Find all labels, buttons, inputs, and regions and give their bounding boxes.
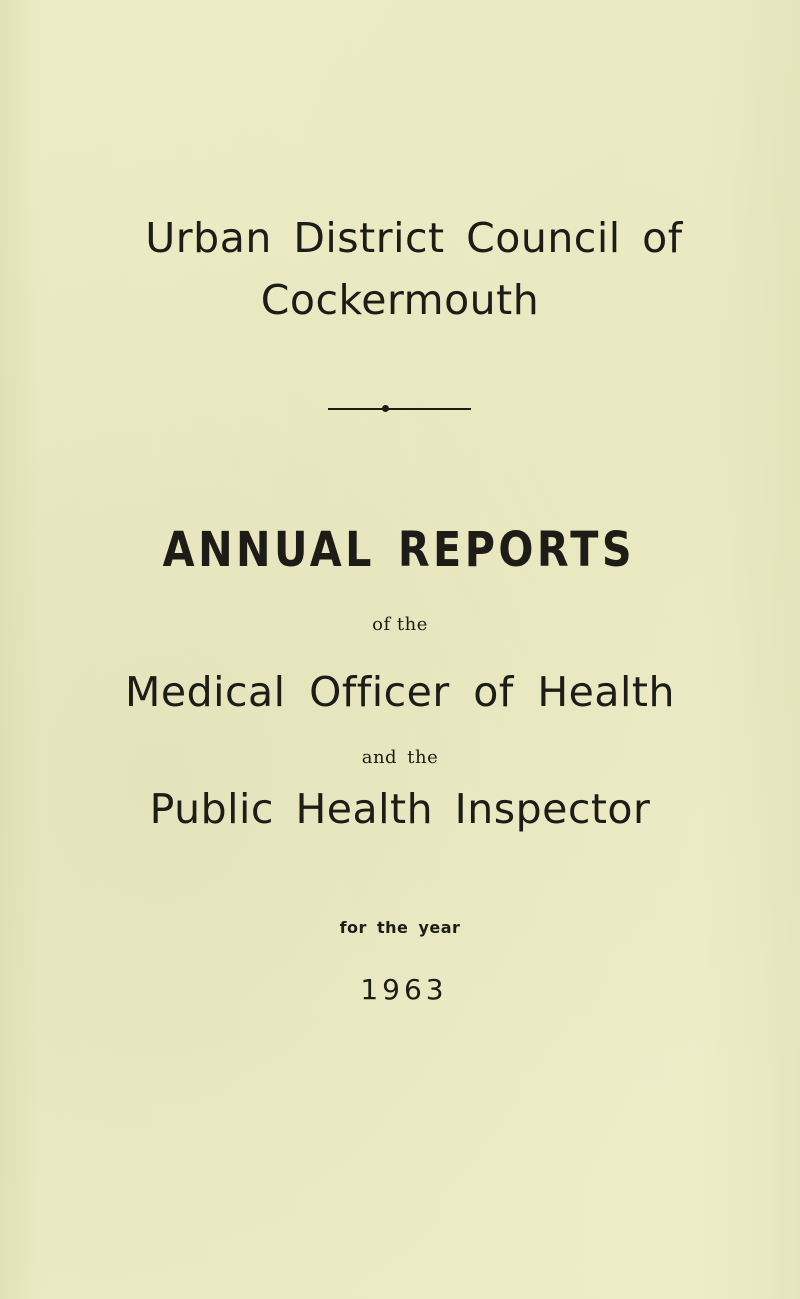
report-title: ANNUAL REPORTS — [162, 522, 636, 578]
council-heading: Urban District Council of — [145, 214, 683, 262]
health-inspector-heading: Public Health Inspector — [149, 785, 651, 833]
divider-ornament — [382, 405, 389, 412]
report-year: 1963 — [360, 973, 448, 1006]
town-name: Cockermouth — [260, 276, 540, 324]
for-the-year-text: for the year — [339, 918, 461, 937]
and-the-text: and the — [361, 747, 439, 768]
section-divider — [328, 408, 471, 410]
medical-officer-heading: Medical Officer of Health — [125, 668, 675, 716]
of-the-text: of the — [372, 614, 428, 635]
